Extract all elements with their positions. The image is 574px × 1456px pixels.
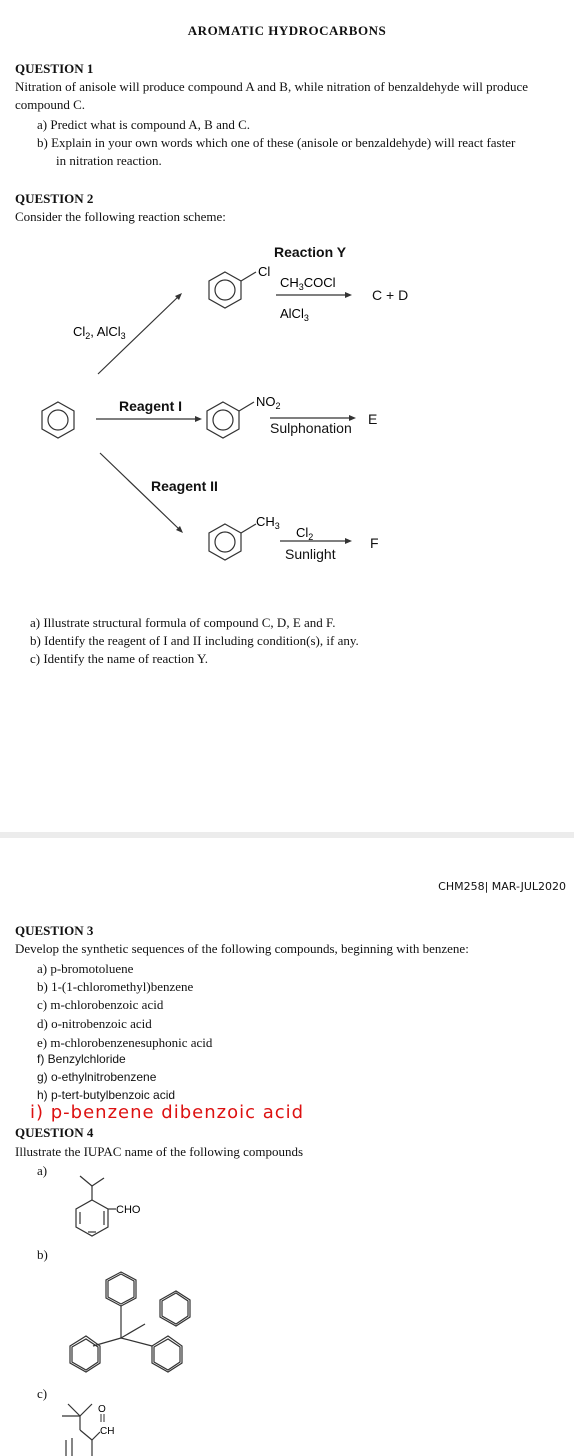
reagent-ii-label: Reagent II bbox=[151, 478, 218, 494]
question-4-heading: QUESTION 4 bbox=[15, 1125, 94, 1140]
reagent-i-label: Reagent I bbox=[119, 398, 183, 414]
q3-item: h) p-tert-butylbenzoic acid bbox=[37, 1088, 176, 1102]
structure-c bbox=[62, 1404, 100, 1456]
sub-ch3: $CH_3$ bbox=[256, 514, 280, 531]
q4-intro: Illustrate the IUPAC name of the following compounds bbox=[15, 1144, 304, 1159]
svg-text:AlCl3: AlCl$_3$ bbox=[280, 306, 309, 323]
nitrobenzene-ring bbox=[207, 402, 254, 438]
reaction-scheme bbox=[0, 0, 574, 600]
svg-text:Cl2, AlCl3: $Cl_2$, AlCl$_3$ bbox=[73, 324, 126, 341]
question-1-heading: QUESTION 1 bbox=[15, 61, 94, 76]
svg-text:Cl2: $Cl_2$ bbox=[296, 525, 314, 542]
product-f: F bbox=[370, 535, 379, 551]
q1-item-b-line2: in nitration reaction. bbox=[56, 153, 162, 168]
q2-item-c: c) Identify the name of reaction Y. bbox=[30, 651, 208, 666]
course-footer: CHM258| MAR-JUL2020 bbox=[438, 880, 566, 893]
q4-structures bbox=[0, 1160, 574, 1456]
page-divider bbox=[0, 832, 574, 838]
cho-label: CHO bbox=[116, 1204, 141, 1216]
product-e: E bbox=[368, 411, 378, 427]
q3-item: g) o-ethylnitrobenzene bbox=[37, 1070, 157, 1084]
reaction-y-label: Reaction Y bbox=[274, 244, 347, 260]
question-3-heading: QUESTION 3 bbox=[15, 923, 94, 938]
q2-item-a: a) Illustrate structural formula of compound C, D, E and F. bbox=[30, 615, 336, 630]
q4-label-b: b) bbox=[37, 1247, 48, 1262]
q1-item-a: a) Predict what is compound A, B and C. bbox=[37, 117, 251, 132]
handwritten-item-i: i) p-benzene dibenzoic acid bbox=[30, 1102, 305, 1123]
question-2-heading: QUESTION 2 bbox=[15, 191, 94, 206]
svg-text:CH3COCl: $CH_3COCl$ bbox=[280, 275, 336, 292]
q2-item-b: b) Identify the reagent of I and II including condition(s), if any. bbox=[30, 633, 359, 648]
q2-intro: Consider the following reaction scheme: bbox=[15, 209, 226, 224]
q4-label-a: a) bbox=[37, 1163, 48, 1178]
q3-item: c) m-chlorobenzoic acid bbox=[37, 997, 164, 1012]
chlorobenzene-ring bbox=[209, 272, 256, 308]
sub-cl: Cl bbox=[258, 264, 271, 279]
q3-intro: Develop the synthetic sequences of the following compounds, beginning with benzene: bbox=[15, 941, 469, 956]
q1-item-b-line1: b) Explain in your own words which one of these (anisole or benzaldehyde) will react faster bbox=[37, 135, 516, 150]
structure-b bbox=[70, 1272, 190, 1372]
q3-item: b) 1-(1-chloromethyl)benzene bbox=[37, 979, 194, 994]
page-title: AROMATIC HYDROCARBONS bbox=[187, 23, 387, 38]
sulphonation-label: Sulphonation bbox=[270, 420, 352, 436]
q3-item: a) p-bromotoluene bbox=[37, 961, 134, 976]
q4-label-c: c) bbox=[37, 1386, 48, 1401]
q1-intro-line2: compound C. bbox=[15, 97, 86, 112]
q3-item: f) Benzylchloride bbox=[37, 1052, 126, 1066]
toluene-ring bbox=[209, 524, 256, 560]
q3-item: e) m-chlorobenzenesuphonic acid bbox=[37, 1035, 213, 1050]
sunlight-label: Sunlight bbox=[285, 546, 336, 562]
ch-label: CH bbox=[100, 1426, 115, 1437]
q1-intro-line1: Nitration of anisole will produce compound A and B, while nitration of benzaldehyde will produce bbox=[15, 79, 529, 94]
benzene-start bbox=[42, 402, 74, 438]
product-c-d: C + D bbox=[372, 287, 409, 303]
q3-item: d) o-nitrobenzoic acid bbox=[37, 1016, 152, 1031]
sub-no2: $NO_2$ bbox=[256, 394, 281, 411]
structure-a bbox=[76, 1176, 116, 1236]
oxygen-label: O bbox=[98, 1404, 106, 1415]
